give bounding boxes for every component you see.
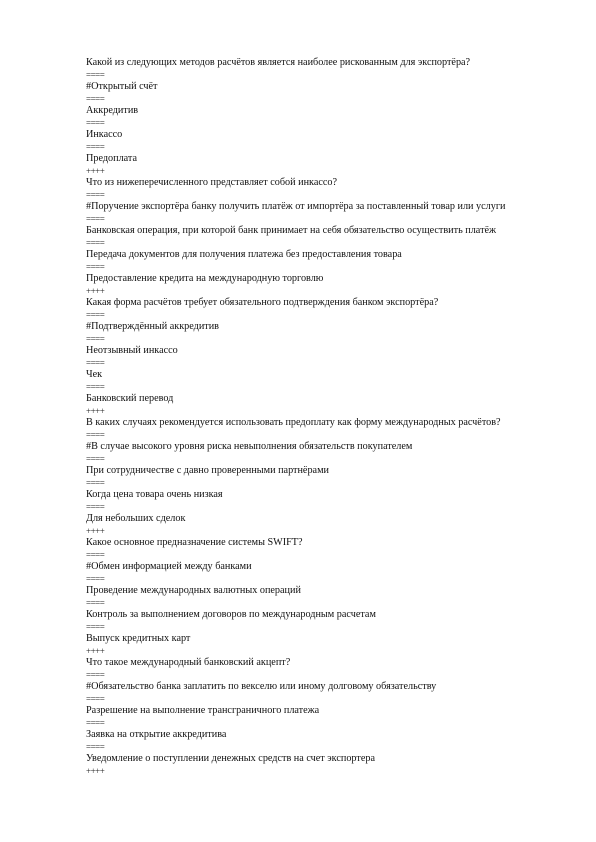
answer-line: Выпуск кредитных карт (86, 633, 191, 644)
separator-line: ==== (86, 334, 105, 344)
answer-line: Заявка на открытие аккредитива (86, 729, 227, 740)
separator-line: ==== (86, 430, 105, 440)
answer-line: Предоставление кредита на международную торговлю (86, 273, 324, 284)
answer-line: #Поручение экспортёра банку получить платёж от импортёра за поставленный товар или услуги (86, 201, 506, 212)
separator-line: ==== (86, 238, 105, 248)
question-line: Какой из следующих методов расчётов является наиболее рискованным для экспортёра? (86, 57, 471, 68)
answer-line: Уведомление о поступлении денежных средств на счет экспортера (86, 753, 375, 764)
question-line: В каких случаях рекомендуется использовать предоплату как форму международных расчётов? (86, 417, 501, 428)
separator-line: ==== (86, 214, 105, 224)
separator-line: ==== (86, 118, 105, 128)
separator-line: ==== (86, 94, 105, 104)
answer-line: Чек (86, 369, 103, 380)
answer-line: #Открытый счёт (86, 81, 158, 92)
separator-line: ==== (86, 742, 105, 752)
separator-line: ==== (86, 574, 105, 584)
question-line: Какая форма расчётов требует обязательного подтверждения банком экспортёра? (86, 297, 439, 308)
separator-line: ++++ (86, 406, 105, 416)
answer-line: Банковская операция, при которой банк принимает на себя обязательство осуществить платёж (86, 225, 497, 236)
separator-line: ==== (86, 310, 105, 320)
separator-line: ==== (86, 190, 105, 200)
separator-line: ==== (86, 358, 105, 368)
answer-line: Банковский перевод (86, 393, 174, 404)
answer-line: Проведение международных валютных операций (86, 585, 301, 596)
separator-line: ==== (86, 598, 105, 608)
separator-line: ==== (86, 670, 105, 680)
separator-line: ++++ (86, 526, 105, 536)
answer-line: Неотзывный инкассо (86, 345, 178, 356)
separator-line: ==== (86, 502, 105, 512)
answer-line: Инкассо (86, 129, 123, 140)
separator-line: ++++ (86, 166, 105, 176)
answer-line: Для небольших сделок (86, 513, 186, 524)
separator-line: ==== (86, 718, 105, 728)
question-line: Что из нижеперечисленного представляет собой инкассо? (86, 177, 338, 188)
separator-line: ==== (86, 70, 105, 80)
document-body (86, 57, 576, 777)
answer-line: Разрешение на выполнение трансграничного платежа (86, 705, 320, 716)
answer-line: #Обязательство банка заплатить по векселю или иному долговому обязательству (86, 681, 437, 692)
separator-line: ==== (86, 478, 105, 488)
answer-line: Контроль за выполнением договоров по международным расчетам (86, 609, 376, 620)
answer-line: Передача документов для получения платежа без предоставления товара (86, 249, 402, 260)
answer-line: Аккредитив (86, 105, 139, 116)
separator-line: ++++ (86, 766, 105, 776)
answer-line: #В случае высокого уровня риска невыполнения обязательств покупателем (86, 441, 413, 452)
answer-line: Когда цена товара очень низкая (86, 489, 223, 500)
question-line: Что такое международный банковский акцепт? (86, 657, 291, 668)
separator-line: ++++ (86, 286, 105, 296)
separator-line: ==== (86, 550, 105, 560)
separator-line: ==== (86, 382, 105, 392)
separator-line: ==== (86, 694, 105, 704)
answer-line: #Обмен информацией между банками (86, 561, 252, 572)
answer-line: При сотрудничестве с давно проверенными партнёрами (86, 465, 329, 476)
answer-line: Предоплата (86, 153, 138, 164)
answer-line: #Подтверждённый аккредитив (86, 321, 219, 332)
separator-line: ==== (86, 142, 105, 152)
question-line: Какое основное предназначение системы SWIFT? (86, 537, 303, 548)
separator-line: ==== (86, 622, 105, 632)
separator-line: ==== (86, 454, 105, 464)
separator-line: ==== (86, 262, 105, 272)
separator-line: ++++ (86, 646, 105, 656)
